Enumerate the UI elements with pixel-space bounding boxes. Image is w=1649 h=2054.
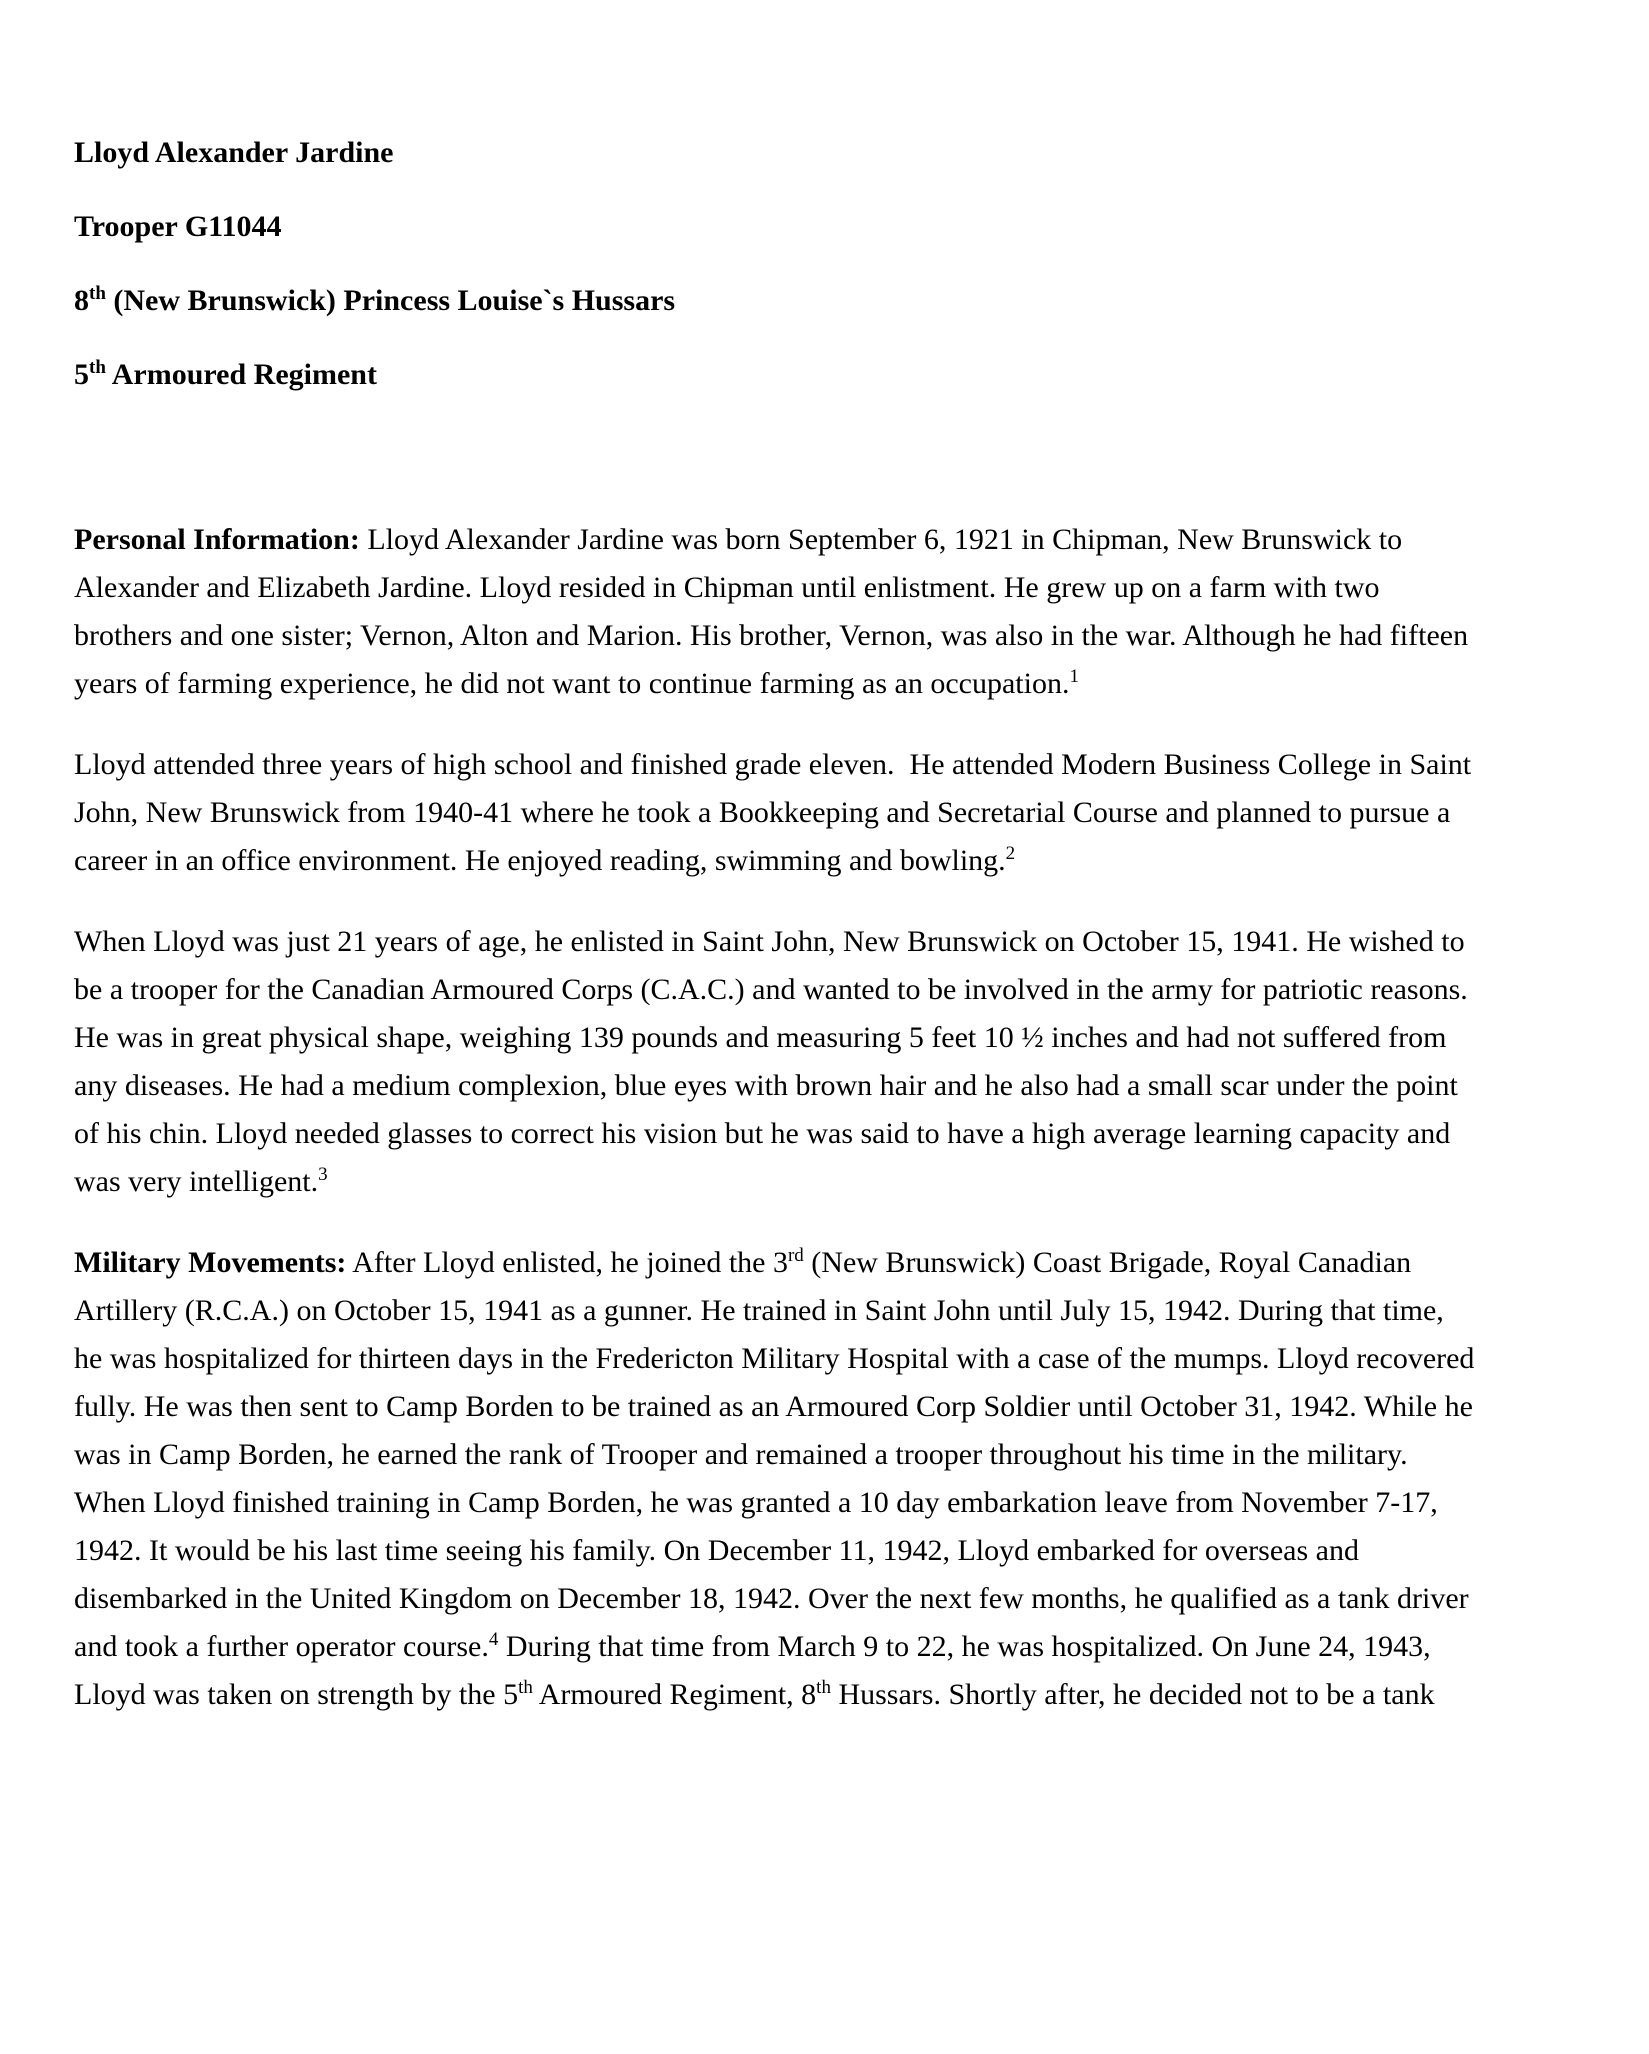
regiment-title: (New Brunswick) Princess Louise`s Hussars — [105, 284, 676, 317]
paragraph-military-movements — [74, 1239, 1482, 1719]
ordinal-suffix-5th: th — [518, 1677, 533, 1698]
unit-number: 5 — [74, 358, 89, 391]
footnote-marker-3: 3 — [318, 1164, 328, 1185]
footnote-marker-2: 2 — [1005, 843, 1016, 864]
soldier-name-heading: Lloyd Alexander Jardine — [74, 136, 394, 169]
footnote-marker-4: 4 — [488, 1629, 499, 1650]
unit-heading — [74, 351, 1479, 399]
regiment-ordinal-suffix: th — [89, 283, 106, 304]
military-movements-text-2: (New Brunswick) Coast Brigade, Royal Canadian Artillery (R.C.A.) on October 15, 1941 as a gunner. He trained in Saint John until July 15, 1942. During that time, he was hospitalized for thirteen days in the Fredericton Military Hospital with a case of the mumps. Lloyd recovered fully. He was then sent to Camp Borden to be trained as an Armoured Corp Soldier until October 31, 1942. While he was in Camp Borden, he earned the rank of Trooper and remained a trooper throughout his time in the military. When Lloyd finished training in Camp Borden, he was granted a 10 day embarkation leave from November 7-17, 1942. It would be his last time seeing his family. On December 11, 1942, Lloyd embarked for overseas and disembarked in the United Kingdom on December 18, 1942. Over the next few months, he qualified as a tank driver and took a further operator course. — [74, 1246, 1482, 1663]
military-movements-label: Military Movements: — [74, 1246, 347, 1279]
education-text: Lloyd attended three years of high school and finished grade eleven. He attended Modern Business College in Saint John, New Brunswick from 1940-41 where he took a Bookkeeping and Secretarial Course and planned to pursue a career in an office environment. He enjoyed reading, swimming and bowling. — [74, 748, 1479, 877]
military-movements-text-3: During that time from March 9 to 22, he was hospitalized. On June 24, 1943, Lloyd was taken on strength by the 5 — [74, 1630, 1439, 1711]
regiment-number: 8 — [74, 284, 89, 317]
military-movements-text-5: Hussars. Shortly after, he decided not to be a tank — [830, 1678, 1435, 1711]
ordinal-suffix-8th: th — [816, 1677, 831, 1698]
military-movements-text-4: Armoured Regiment, 8 — [532, 1678, 817, 1711]
unit-ordinal-suffix: th — [89, 357, 106, 378]
paragraph-enlistment — [74, 918, 1479, 1206]
personal-information-text: Lloyd Alexander Jardine was born September 6, 1921 in Chipman, New Brunswick to Alexander and Elizabeth Jardine. Lloyd resided in Chipman until enlistment. He grew up on a farm with two brothers and one sister; Vernon, Alton and Marion. His brother, Vernon, was also in the war. Although he had fifteen years of farming experience, he did not want to continue farming as an occupation. — [74, 523, 1476, 700]
footnote-marker-1: 1 — [1069, 666, 1079, 687]
paragraph-education — [74, 741, 1479, 885]
regiment-heading — [74, 277, 1479, 325]
unit-title: Armoured Regiment — [105, 358, 377, 391]
military-movements-text-1: After Lloyd enlisted, he joined the 3 — [346, 1246, 788, 1279]
paragraph-personal-information — [74, 516, 1479, 708]
personal-information-label: Personal Information: — [74, 523, 360, 556]
enlistment-text: When Lloyd was just 21 years of age, he enlisted in Saint John, New Brunswick on October 15, 1941. He wished to be a trooper for the Canadian Armoured Corps (C.A.C.) and wanted to be involved in the army for patriotic reasons. He was in great physical shape, weighing 139 pounds and measuring 5 feet 10 ½ inches and had not suffered from any diseases. He had a medium complexion, blue eyes with brown hair and he also had a small scar under the point of his chin. Lloyd needed glasses to correct his vision but he was said to have a high average learning capacity and was very intelligent. — [74, 925, 1476, 1198]
document-content — [74, 129, 1482, 1719]
ordinal-suffix-3rd: rd — [787, 1245, 804, 1266]
rank-service-number-heading: Trooper G11044 — [74, 210, 282, 243]
